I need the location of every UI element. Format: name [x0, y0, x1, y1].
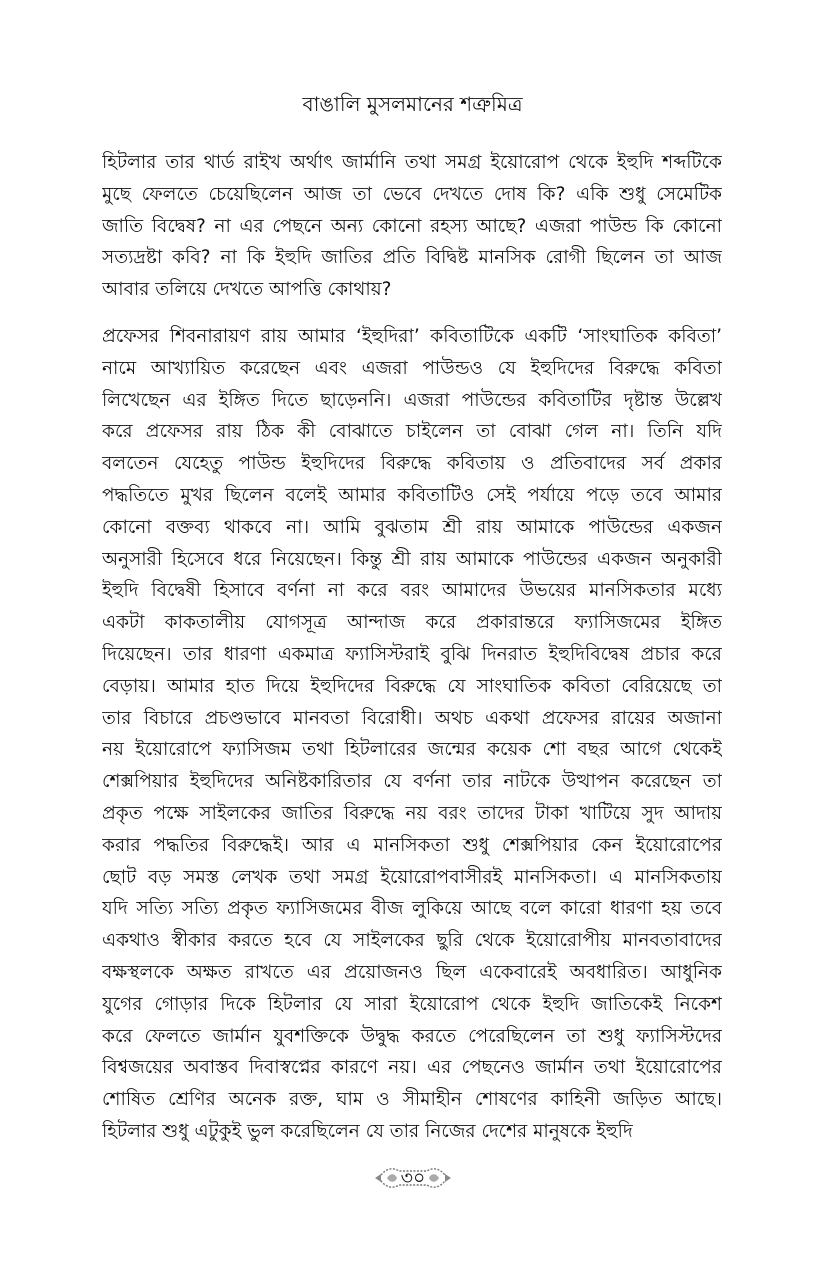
text-line: বক্ষস্থলকে অক্ষত রাখতে এর প্রয়োজনও ছিল একেবারেই অবধারিত। আধুনিক — [102, 961, 722, 983]
text-line: যদি সত্যি সত্যি প্রকৃত ফ্যাসিজমের বীজ লুকিয়ে আছে বলে কারো ধারণা হয় তবে — [102, 898, 722, 920]
text-line: সত্যদ্রষ্টা কবি? না কি ইহুদি জাতির প্রতি বিদ্বিষ্ট মানসিক রোগী ছিলেন তা আজ — [102, 247, 722, 269]
text-line: তার বিচারে প্রচণ্ডভাবে মানবতা বিরোধী। অথচ একথা প্রফেসর রায়ের অজানা — [102, 707, 722, 729]
text-line: ছোট বড় সমস্ত লেখক তথা সমগ্র ইয়োরোপবাসীরই মানসিকতা। এ মানসিকতায় — [102, 866, 722, 888]
text-line: জাতি বিদ্বেষ? না এর পেছনে অন্য কোনো রহস্য আছে? এজরা পাউন্ড কি কোনো — [102, 215, 722, 237]
text-line: কোনো বক্তব্য থাকবে না। আমি বুঝতাম শ্রী রায় আমাকে পাউন্ডের একজন — [102, 516, 722, 538]
page-number-ornament — [373, 1163, 453, 1193]
text-line: একথাও স্বীকার করতে হবে যে সাইলকের ছুরি থেকে ইয়োরোপীয় মানবতাবাদের — [102, 930, 722, 952]
text-line: প্রকৃত পক্ষে সাইলকের জাতির বিরুদ্ধে নয় বরং তাদের টাকা খাটিয়ে সুদ আদায় — [102, 802, 722, 824]
text-line: করার পদ্ধতির বিরুদ্ধেই। আর এ মানসিকতা শুধু শেক্সপিয়ার কেন ইয়োরোপের — [102, 834, 722, 856]
paragraph-2 — [102, 321, 722, 1148]
text-line: যুগের গোড়ার দিকে হিটলার যে সারা ইয়োরোপ থেকে ইহুদি জাতিকেই নিকেশ — [102, 993, 722, 1015]
text-line: হিটলার শুধু এটুকুই ভুল করেছিলেন যে তার নিজের দেশের মানুষকে ইহুদি — [102, 1120, 633, 1142]
text-line: শোষিত শ্রেণির অনেক রক্ত, ঘাম ও সীমাহীন শোষণের কাহিনী জড়িত আছে। — [102, 1089, 722, 1111]
text-line: লিখেছেন এর ইঙ্গিত দিতে ছাড়েননি। এজরা পাউন্ডের কবিতাটির দৃষ্টান্ত উল্লেখ — [102, 389, 722, 411]
text-line: নামে আখ্যায়িত করেছেন এবং এজরা পাউন্ডও যে ইহুদিদের বিরুদ্ধে কবিতা — [102, 357, 722, 379]
running-head: বাঙালি মুসলমানের শত্রুমিত্র — [302, 92, 523, 116]
text-line: বিশ্বজয়ের অবাস্তব দিবাস্বপ্নের কারণে নয়। এর পেছনেও জার্মান তথা ইয়োরোপের — [102, 1057, 722, 1079]
text-line: নয় ইয়োরোপে ফ্যাসিজম তথা হিটলারের জন্মের কয়েক শো বছর আগে থেকেই — [102, 739, 722, 761]
text-line: দিয়েছেন। তার ধারণা একমাত্র ফ্যাসিস্টরাই বুঝি দিনরাত ইহুদিবিদ্বেষ প্রচার করে — [102, 643, 722, 665]
text-line: করে প্রফেসর রায় ঠিক কী বোঝাতে চাইলেন তা বোঝা গেল না। তিনি যদি — [102, 421, 722, 443]
page-number: ৩০ — [400, 1167, 426, 1189]
text-line: হিটলার তার থার্ড রাইখ অর্থাৎ জার্মানি তথা সমগ্র ইয়োরোপ থেকে ইহুদি শব্দটিকে — [102, 152, 722, 173]
paragraph-1 — [102, 147, 722, 306]
text-line: বলতেন যেহেতু পাউন্ড ইহুদিদের বিরুদ্ধে কবিতায় ও প্রতিবাদের সর্ব প্রকার — [102, 453, 722, 475]
text-line: প্রফেসর শিবনারায়ণ রায় আমার ‘ইহুদিরা’ কবিতাটিকে একটি ‘সাংঘাতিক কবিতা’ — [102, 326, 722, 347]
text-line: একটা কাকতালীয় যোগসূত্র আন্দাজ করে প্রকারান্তরে ফ্যাসিজমের ইঙ্গিত — [102, 612, 722, 634]
text-line: শেক্সপিয়ার ইহুদিদের অনিষ্টকারিতার যে বর্ণনা তার নাটকে উত্থাপন করেছেন তা — [102, 771, 722, 793]
text-line: বেড়ায়। আমার হাত দিয়ে ইহুদিদের বিরুদ্ধে যে সাংঘাতিক কবিতা বেরিয়েছে তা — [102, 675, 722, 697]
text-line: করে ফেলতে জার্মান যুবশক্তিকে উদ্বুদ্ধ করতে পেরেছিলেন তা শুধু ফ্যাসিস্টদের — [102, 1025, 722, 1047]
text-line: পদ্ধতিতে মুখর ছিলেন বলেই আমার কবিতাটিও সেই পর্যায়ে পড়ে তবে আমার — [102, 484, 722, 506]
text-line: মুছে ফেলতে চেয়েছিলেন আজ তা ভেবে দেখতে দোষ কি? একি শুধু সেমেটিক — [102, 183, 722, 205]
text-line: ইহুদি বিদ্বেষী হিসাবে বর্ণনা না করে বরং আমাদের উভয়ের মানসিকতার মধ্যে — [102, 580, 722, 602]
text-line: আবার তলিয়ে দেখতে আপত্তি কোথায়? — [102, 279, 392, 301]
text-line: অনুসারী হিসেবে ধরে নিয়েছেন। কিন্তু শ্রী রায় আমাকে পাউন্ডের একজন অনুকারী — [102, 548, 722, 570]
